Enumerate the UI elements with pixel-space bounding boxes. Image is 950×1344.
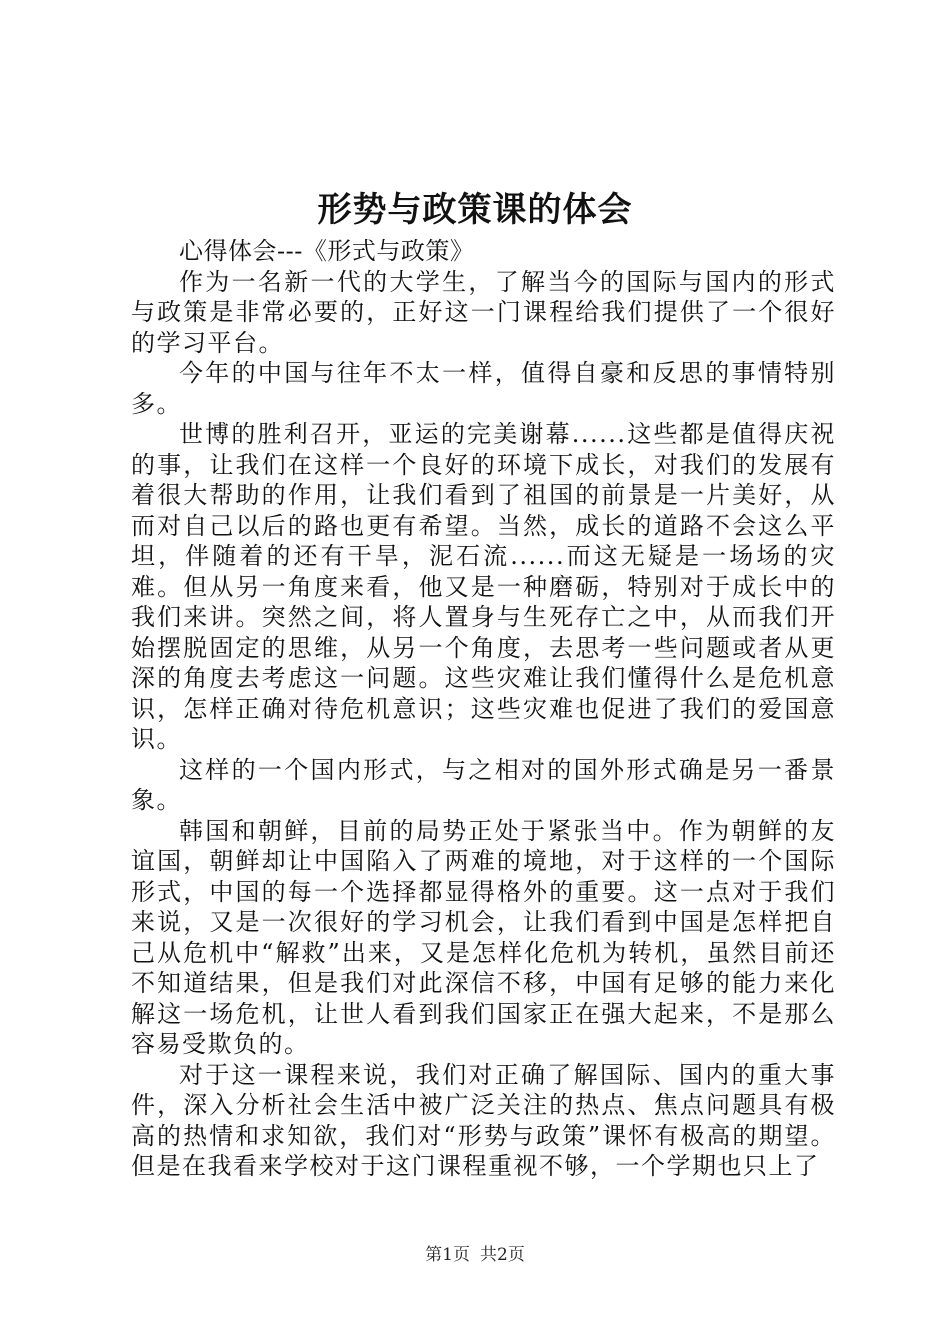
subtitle-paragraph: 心得体会---《形式与政策》 bbox=[179, 237, 475, 265]
document-body bbox=[131, 236, 836, 1182]
page-footer bbox=[0, 1244, 950, 1266]
body-paragraph: 世博的胜利召开，亚运的完美谢幕......这些都是值得庆祝的事，让我们在这样一个良好的环境下成长，对我们的发展有着很大帮助的作用，让我们看到了祖国的前景是一片美好，从而对自己以后的路也更有希望。当然，成长的道路不会这么平坦，伴随着的还有干旱，泥石流......而这无疑是一场场的灾难。但从另一角度来看，他又是一种磨砺，特别对于成长中的我们来讲。突然之间，将人置身与生死存亡之中，从而我们开始摆脱固定的思维，从另一个角度，去思考一些问题或者从更深的角度去考虑这一问题。这些灾难让我们懂得什么是危机意识，怎样正确对待危机意识；这些灾难也促进了我们的爱国意识。 bbox=[131, 420, 836, 753]
body-paragraph: 韩国和朝鲜，目前的局势正处于紧张当中。作为朝鲜的友谊国，朝鲜却让中国陷入了两难的境地，对于这样的一个国际形式，中国的每一个选择都显得格外的重要。这一点对于我们来说，又是一次很好的学习机会，让我们看到中国是怎样把自己从危机中“解救”出来，又是怎样化危机为转机，虽然目前还不知道结果，但是我们对此深信不移，中国有足够的能力来化解这一场危机，让世人看到我们国家正在强大起来，不是那么容易受欺负的。 bbox=[131, 816, 836, 1058]
document-title: 形势与政策课的体会 bbox=[317, 190, 633, 230]
body-paragraph: 今年的中国与往年不太一样，值得自豪和反思的事情特别多。 bbox=[131, 359, 836, 418]
body-paragraph: 对于这一课程来说，我们对正确了解国际、国内的重大事件，深入分析社会生活中被广泛关注的热点、焦点问题具有极高的热情和求知欲，我们对“形势与政策”课怀有极高的期望。但是在我看来学校对于这门课程重视不够，一个学期也只上了 bbox=[131, 1060, 836, 1180]
body-paragraph: 这样的一个国内形式，与之相对的国外形式确是另一番景象。 bbox=[131, 755, 836, 814]
page-number: 第1页 bbox=[425, 1245, 470, 1265]
body-paragraph: 作为一名新一代的大学生，了解当今的国际与国内的形式与政策是非常必要的，正好这一门课程给我们提供了一个很好的学习平台。 bbox=[131, 267, 836, 357]
total-pages: 共2页 bbox=[480, 1245, 525, 1265]
